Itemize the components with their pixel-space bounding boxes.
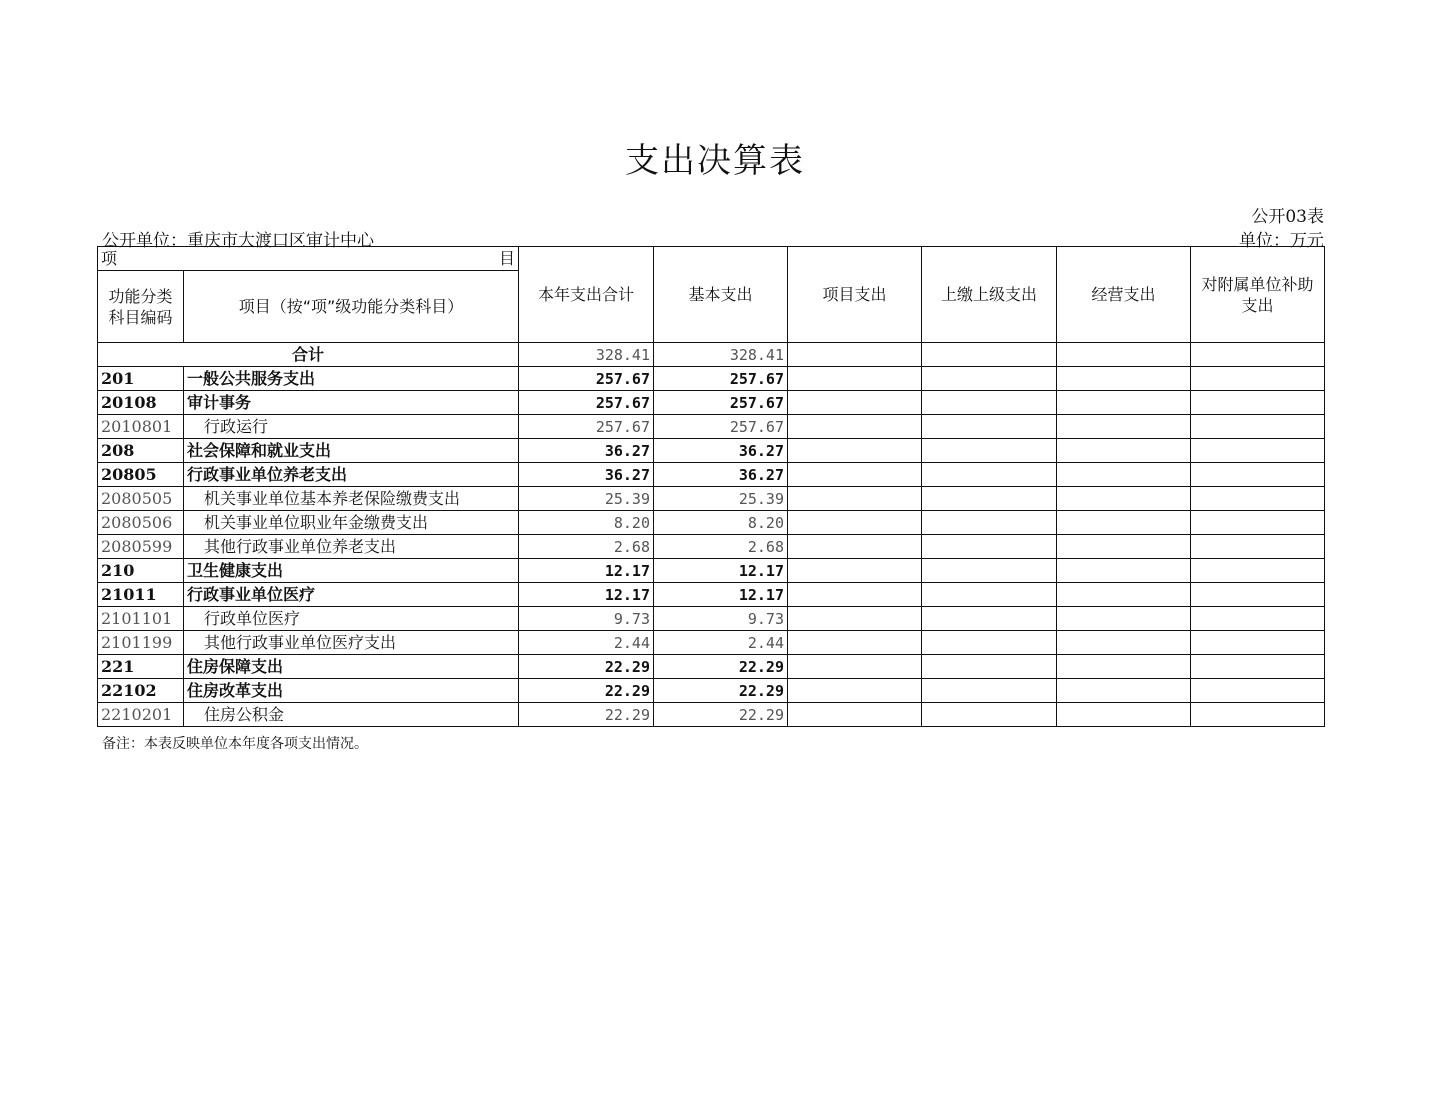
row-project bbox=[788, 679, 922, 703]
row-total: 22.29 bbox=[519, 703, 654, 727]
row-name: 住房公积金 bbox=[184, 703, 519, 727]
table-row bbox=[98, 415, 1325, 439]
table-row bbox=[98, 463, 1325, 487]
header-project-left: 项 bbox=[101, 248, 118, 268]
row-total: 9.73 bbox=[519, 607, 654, 631]
row-business bbox=[1057, 655, 1191, 679]
row-basic: 2.44 bbox=[654, 631, 788, 655]
row-project bbox=[788, 703, 922, 727]
table-row bbox=[98, 535, 1325, 559]
table-row bbox=[98, 703, 1325, 727]
row-upper bbox=[922, 655, 1057, 679]
row-code: 2080506 bbox=[98, 511, 184, 535]
row-project bbox=[788, 439, 922, 463]
row-basic: 8.20 bbox=[654, 511, 788, 535]
row-basic: 22.29 bbox=[654, 703, 788, 727]
row-code: 221 bbox=[98, 655, 184, 679]
row-code: 21011 bbox=[98, 583, 184, 607]
row-basic: 12.17 bbox=[654, 559, 788, 583]
row-upper bbox=[922, 511, 1057, 535]
row-business bbox=[1057, 583, 1191, 607]
row-project bbox=[788, 463, 922, 487]
footnote: 备注：本表反映单位本年度各项支出情况。 bbox=[102, 736, 368, 752]
row-business bbox=[1057, 703, 1191, 727]
row-subsidy bbox=[1191, 367, 1325, 391]
row-business bbox=[1057, 535, 1191, 559]
row-total: 36.27 bbox=[519, 439, 654, 463]
row-upper bbox=[922, 463, 1057, 487]
row-code: 2080599 bbox=[98, 535, 184, 559]
table-row bbox=[98, 487, 1325, 511]
row-upper bbox=[922, 559, 1057, 583]
page-title: 支出决算表 bbox=[625, 141, 805, 181]
total-basic: 328.41 bbox=[654, 343, 788, 367]
row-name: 行政事业单位医疗 bbox=[184, 583, 519, 607]
row-name: 其他行政事业单位养老支出 bbox=[184, 535, 519, 559]
row-upper bbox=[922, 487, 1057, 511]
total-project bbox=[788, 343, 922, 367]
row-project bbox=[788, 631, 922, 655]
table-row bbox=[98, 679, 1325, 703]
row-name: 一般公共服务支出 bbox=[184, 367, 519, 391]
row-name: 社会保障和就业支出 bbox=[184, 439, 519, 463]
row-total: 257.67 bbox=[519, 415, 654, 439]
row-business bbox=[1057, 487, 1191, 511]
row-total: 12.17 bbox=[519, 559, 654, 583]
row-name: 机关事业单位基本养老保险缴费支出 bbox=[184, 487, 519, 511]
header-code: 功能分类科目编码 bbox=[98, 271, 184, 343]
row-project bbox=[788, 607, 922, 631]
table-row bbox=[98, 631, 1325, 655]
row-basic: 36.27 bbox=[654, 463, 788, 487]
row-code: 20805 bbox=[98, 463, 184, 487]
row-upper bbox=[922, 583, 1057, 607]
row-business bbox=[1057, 463, 1191, 487]
row-upper bbox=[922, 631, 1057, 655]
row-subsidy bbox=[1191, 391, 1325, 415]
row-code: 210 bbox=[98, 559, 184, 583]
row-basic: 257.67 bbox=[654, 415, 788, 439]
row-total: 22.29 bbox=[519, 655, 654, 679]
header-business: 经营支出 bbox=[1057, 247, 1191, 343]
row-basic: 9.73 bbox=[654, 607, 788, 631]
row-subsidy bbox=[1191, 559, 1325, 583]
table-row bbox=[98, 511, 1325, 535]
row-basic: 25.39 bbox=[654, 487, 788, 511]
header-basic: 基本支出 bbox=[654, 247, 788, 343]
row-business bbox=[1057, 511, 1191, 535]
row-subsidy bbox=[1191, 679, 1325, 703]
row-total: 257.67 bbox=[519, 367, 654, 391]
row-name: 其他行政事业单位医疗支出 bbox=[184, 631, 519, 655]
row-code: 2101101 bbox=[98, 607, 184, 631]
row-project bbox=[788, 655, 922, 679]
row-code: 2010801 bbox=[98, 415, 184, 439]
row-code: 201 bbox=[98, 367, 184, 391]
row-code: 2210201 bbox=[98, 703, 184, 727]
reporting-unit: 公开单位：重庆市大渡口区审计中心 bbox=[102, 231, 374, 251]
row-total: 2.44 bbox=[519, 631, 654, 655]
total-upper bbox=[922, 343, 1057, 367]
row-name: 机关事业单位职业年金缴费支出 bbox=[184, 511, 519, 535]
row-name: 审计事务 bbox=[184, 391, 519, 415]
row-subsidy bbox=[1191, 415, 1325, 439]
row-business bbox=[1057, 607, 1191, 631]
header-name: 项目（按“项”级功能分类科目） bbox=[184, 271, 519, 343]
row-subsidy bbox=[1191, 535, 1325, 559]
row-name: 住房保障支出 bbox=[184, 655, 519, 679]
header-project-span bbox=[98, 247, 519, 271]
total-business bbox=[1057, 343, 1191, 367]
total-amount: 328.41 bbox=[519, 343, 654, 367]
row-name: 行政运行 bbox=[184, 415, 519, 439]
header-total: 本年支出合计 bbox=[519, 247, 654, 343]
total-label: 合计 bbox=[98, 343, 519, 367]
row-total: 257.67 bbox=[519, 391, 654, 415]
header-subsidy: 对附属单位补助支出 bbox=[1191, 247, 1325, 343]
form-number: 公开03表 bbox=[1251, 207, 1324, 227]
row-subsidy bbox=[1191, 631, 1325, 655]
table-row bbox=[98, 559, 1325, 583]
row-upper bbox=[922, 391, 1057, 415]
currency-unit: 单位：万元 bbox=[1239, 231, 1324, 251]
row-project bbox=[788, 535, 922, 559]
row-business bbox=[1057, 631, 1191, 655]
row-upper bbox=[922, 607, 1057, 631]
row-name: 行政单位医疗 bbox=[184, 607, 519, 631]
table-row bbox=[98, 439, 1325, 463]
row-business bbox=[1057, 439, 1191, 463]
row-upper bbox=[922, 367, 1057, 391]
row-subsidy bbox=[1191, 487, 1325, 511]
row-business bbox=[1057, 367, 1191, 391]
row-total: 2.68 bbox=[519, 535, 654, 559]
row-basic: 2.68 bbox=[654, 535, 788, 559]
row-upper bbox=[922, 439, 1057, 463]
row-project bbox=[788, 391, 922, 415]
row-upper bbox=[922, 535, 1057, 559]
row-name: 卫生健康支出 bbox=[184, 559, 519, 583]
table-row bbox=[98, 607, 1325, 631]
row-subsidy bbox=[1191, 511, 1325, 535]
row-total: 12.17 bbox=[519, 583, 654, 607]
row-code: 22102 bbox=[98, 679, 184, 703]
row-project bbox=[788, 487, 922, 511]
row-basic: 12.17 bbox=[654, 583, 788, 607]
row-code: 20108 bbox=[98, 391, 184, 415]
row-project bbox=[788, 415, 922, 439]
header-project: 项目支出 bbox=[788, 247, 922, 343]
header-upper: 上缴上级支出 bbox=[922, 247, 1057, 343]
row-basic: 22.29 bbox=[654, 679, 788, 703]
table-row bbox=[98, 391, 1325, 415]
row-project bbox=[788, 367, 922, 391]
row-total: 22.29 bbox=[519, 679, 654, 703]
row-business bbox=[1057, 391, 1191, 415]
row-project bbox=[788, 559, 922, 583]
row-subsidy bbox=[1191, 583, 1325, 607]
row-basic: 22.29 bbox=[654, 655, 788, 679]
row-project bbox=[788, 583, 922, 607]
row-business bbox=[1057, 415, 1191, 439]
row-subsidy bbox=[1191, 463, 1325, 487]
row-name: 行政事业单位养老支出 bbox=[184, 463, 519, 487]
row-upper bbox=[922, 415, 1057, 439]
row-subsidy bbox=[1191, 439, 1325, 463]
row-basic: 36.27 bbox=[654, 439, 788, 463]
expenditure-table bbox=[97, 246, 1325, 727]
row-name: 住房改革支出 bbox=[184, 679, 519, 703]
row-basic: 257.67 bbox=[654, 367, 788, 391]
row-subsidy bbox=[1191, 655, 1325, 679]
row-business bbox=[1057, 679, 1191, 703]
row-total: 36.27 bbox=[519, 463, 654, 487]
table-row bbox=[98, 367, 1325, 391]
row-upper bbox=[922, 703, 1057, 727]
row-business bbox=[1057, 559, 1191, 583]
row-project bbox=[788, 511, 922, 535]
row-total: 8.20 bbox=[519, 511, 654, 535]
row-code: 2080505 bbox=[98, 487, 184, 511]
row-subsidy bbox=[1191, 703, 1325, 727]
row-code: 2101199 bbox=[98, 631, 184, 655]
total-subsidy bbox=[1191, 343, 1325, 367]
header-project-right: 目 bbox=[498, 248, 515, 268]
row-total: 25.39 bbox=[519, 487, 654, 511]
row-code: 208 bbox=[98, 439, 184, 463]
table-row bbox=[98, 583, 1325, 607]
row-subsidy bbox=[1191, 607, 1325, 631]
table-row bbox=[98, 655, 1325, 679]
row-upper bbox=[922, 679, 1057, 703]
row-basic: 257.67 bbox=[654, 391, 788, 415]
